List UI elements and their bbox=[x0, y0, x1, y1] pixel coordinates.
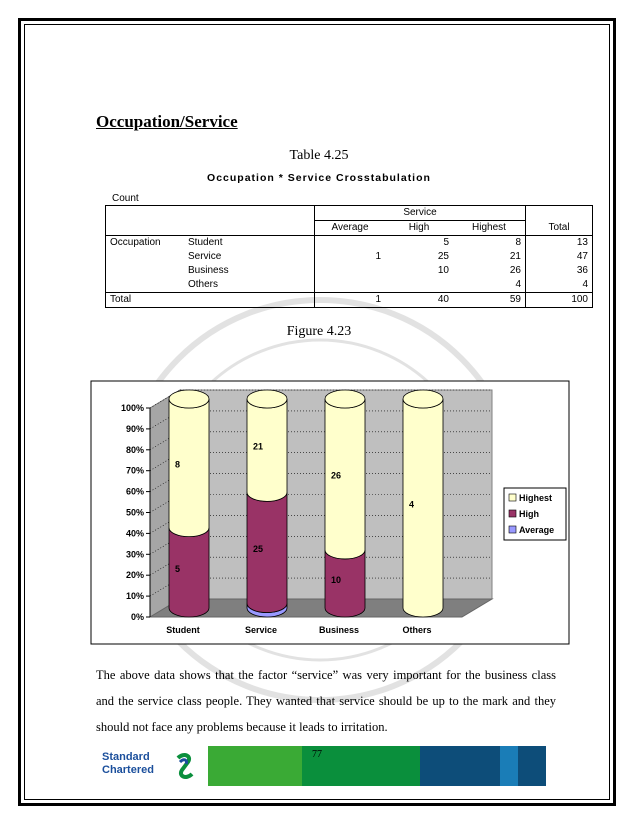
row-label: Service bbox=[188, 251, 222, 262]
service-header: Service bbox=[315, 206, 526, 221]
cell-high: 5 bbox=[443, 237, 449, 248]
cell-highest: 26 bbox=[453, 264, 526, 278]
figure-caption: Figure 4.23 bbox=[286, 324, 352, 339]
legend-label-highest: Highest bbox=[519, 493, 553, 503]
legend-swatch-highest bbox=[509, 494, 516, 501]
stacked-cylinder-chart bbox=[90, 380, 570, 645]
total-average: 1 bbox=[315, 293, 386, 308]
col-header-high: High bbox=[385, 221, 453, 236]
y-tick-label: 90% bbox=[125, 423, 144, 434]
table-caption: Table 4.25 bbox=[289, 148, 349, 163]
legend-label-average: Average bbox=[519, 525, 555, 535]
x-category-label: Student bbox=[166, 625, 200, 635]
data-label: 8 bbox=[175, 459, 181, 470]
crosstab-title: Occupation * Service Crosstabulation bbox=[207, 172, 431, 184]
data-label: 21 bbox=[253, 441, 264, 452]
standard-chartered-logo bbox=[96, 746, 206, 786]
total-row-label: Total bbox=[106, 293, 255, 308]
logo-line-1: Standard bbox=[102, 751, 150, 763]
y-tick-label: 60% bbox=[125, 486, 144, 497]
row-label: Business bbox=[188, 265, 229, 276]
footer-segment-navy bbox=[420, 746, 500, 786]
total-highest: 59 bbox=[453, 293, 526, 308]
x-category-label: Business bbox=[318, 625, 360, 635]
cell-total: 13 bbox=[526, 236, 593, 251]
data-label: 5 bbox=[175, 563, 181, 574]
footer-segment-navy-end bbox=[518, 746, 546, 786]
cell-average bbox=[315, 278, 386, 293]
total-total: 100 bbox=[526, 293, 593, 308]
cell-total: 4 bbox=[526, 278, 593, 293]
table-total-row bbox=[106, 293, 593, 308]
y-tick-label: 80% bbox=[125, 444, 144, 455]
col-header-total: Total bbox=[526, 221, 593, 236]
table-row bbox=[106, 236, 593, 251]
logo-line-2: Chartered bbox=[102, 764, 154, 776]
cell-highest: 8 bbox=[453, 236, 526, 251]
cell-highest: 21 bbox=[453, 250, 526, 264]
page-number: 77 bbox=[312, 749, 322, 760]
footer-segment-green-light bbox=[208, 746, 302, 786]
col-header-average: Average bbox=[315, 221, 386, 236]
data-label: 10 bbox=[331, 574, 342, 585]
table-row bbox=[106, 278, 593, 293]
cell-total: 36 bbox=[526, 264, 593, 278]
row-label: Student bbox=[188, 237, 223, 248]
section-heading: Occupation/Service bbox=[96, 112, 238, 131]
footer-segment-blue bbox=[500, 746, 518, 786]
cell-average bbox=[315, 264, 386, 278]
y-tick-label: 70% bbox=[125, 465, 144, 476]
logo-mark-icon bbox=[174, 752, 196, 780]
row-group-label: Occupation bbox=[106, 236, 185, 251]
y-tick-label: 0% bbox=[130, 612, 144, 622]
cylinder-top-cap bbox=[169, 390, 209, 408]
x-category-label: Service bbox=[244, 625, 278, 635]
row-label: Others bbox=[184, 278, 254, 293]
cell-high: 25 bbox=[437, 251, 449, 262]
data-label: 25 bbox=[253, 543, 264, 554]
crosstab-table bbox=[105, 205, 593, 308]
cell-average bbox=[315, 236, 386, 251]
y-tick-label: 30% bbox=[125, 549, 144, 560]
total-high: 40 bbox=[385, 293, 453, 308]
cell-total: 47 bbox=[526, 250, 593, 264]
x-category-label: Others bbox=[402, 625, 432, 635]
y-tick-label: 40% bbox=[125, 528, 144, 539]
y-tick-label: 100% bbox=[120, 403, 144, 413]
cell-high: 10 bbox=[437, 265, 449, 276]
cell-high bbox=[385, 278, 453, 293]
table-row bbox=[106, 264, 593, 278]
cell-highest: 4 bbox=[453, 278, 526, 293]
legend-swatch-high bbox=[509, 510, 516, 517]
legend-label-high: High bbox=[519, 509, 539, 519]
table-row bbox=[106, 250, 593, 264]
cell-average: 1 bbox=[375, 251, 381, 262]
data-label: 4 bbox=[409, 499, 415, 510]
y-tick-label: 50% bbox=[125, 507, 144, 518]
y-tick-label: 20% bbox=[125, 570, 144, 581]
cylinder-top-cap bbox=[403, 390, 443, 408]
legend-swatch-average bbox=[509, 526, 516, 533]
cylinder-top-cap bbox=[325, 390, 365, 408]
y-tick-label: 10% bbox=[125, 591, 144, 602]
cylinder-top-cap bbox=[247, 390, 287, 408]
data-label: 26 bbox=[331, 470, 342, 481]
body-paragraph: The above data shows that the factor “service” was very important for the business class and the service class people. They wanted that service should be up to the mark and they should not face any problems because it leads to irritation. bbox=[96, 668, 556, 734]
count-label: Count bbox=[112, 193, 139, 204]
col-header-highest: Highest bbox=[453, 221, 526, 236]
